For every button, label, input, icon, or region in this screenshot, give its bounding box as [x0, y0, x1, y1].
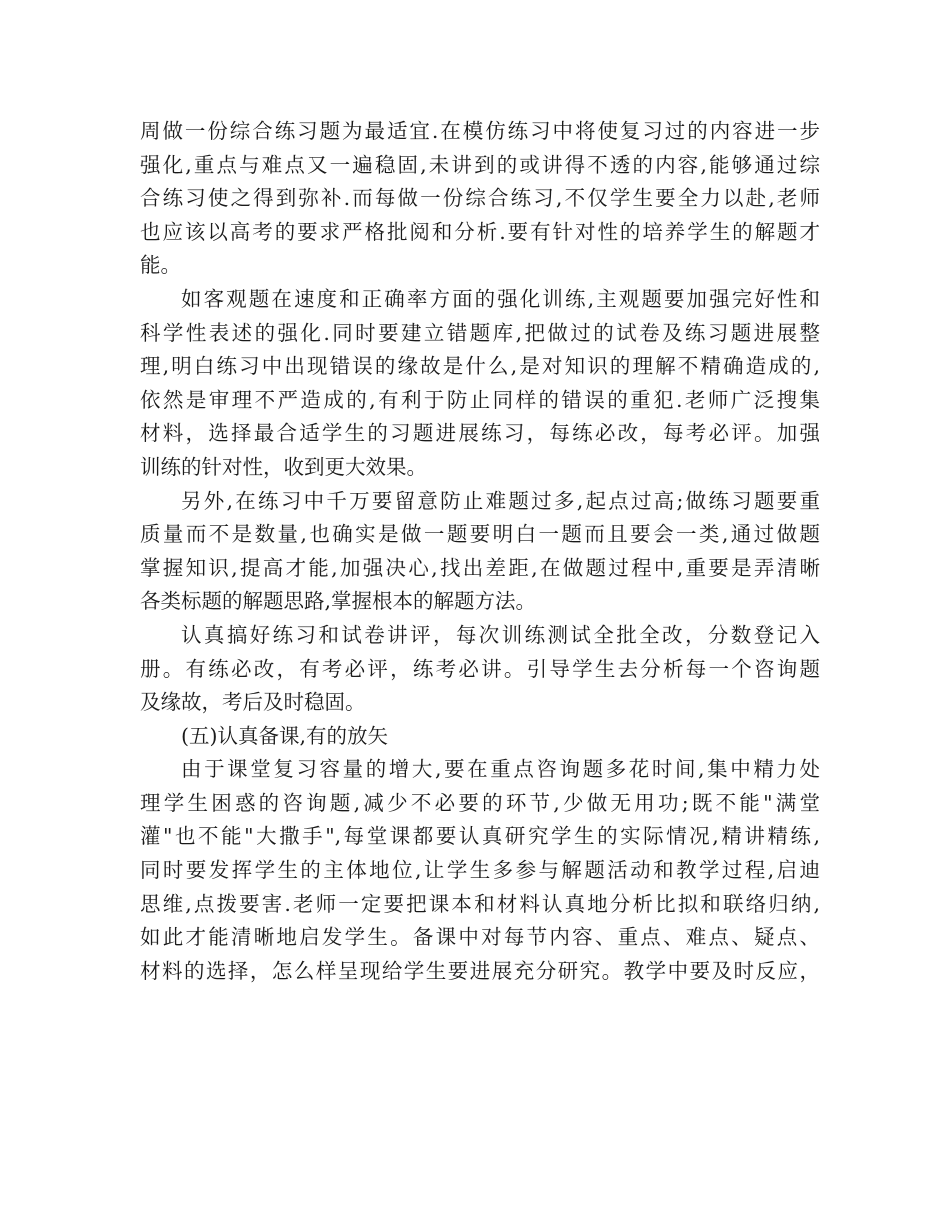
text-line: 能。 — [140, 253, 181, 278]
text-line: 及缘故，考后及时稳固。 — [140, 690, 366, 715]
text-line: 强化,重点与难点又一遍稳固,未讲到的或讲得不透的内容,能够通过综 — [140, 152, 820, 177]
paragraph-start-line: 另外,在练习中千万要留意防止难题过多,起点过高;做练习题要重 — [181, 488, 820, 513]
paragraph-start-line: 如客观题在速度和正确率方面的强化训练,主观题要加强完好性和 — [181, 286, 820, 311]
text-line: 同时要发挥学生的主体地位,让学生多参与解题活动和教学过程,启迪 — [140, 858, 820, 883]
text-line: 各类标题的解题思路,掌握根本的解题方法。 — [140, 589, 537, 614]
text-line: 材料的选择，怎么样呈现给学生要进展充分研究。教学中要及时反应， — [140, 958, 820, 983]
text-line: 理学生困惑的咨询题,减少不必要的环节,少做无用功;既不能"满堂 — [140, 790, 820, 815]
text-line: 依然是审理不严造成的,有利于防止同样的错误的重犯.老师广泛搜集 — [140, 387, 820, 412]
text-line: 灌"也不能"大撒手",每堂课都要认真研究学生的实际情况,精讲精练, — [140, 824, 820, 849]
text-line: 思维,点拨要害.老师一定要把课本和材料认真地分析比拟和联络归纳, — [140, 891, 820, 916]
section-heading: (五)认真备课,有的放矢 — [181, 723, 389, 748]
text-line: 周做一份综合练习题为最适宜.在模仿练习中将使复习过的内容进一步 — [140, 119, 820, 143]
text-line: 理,明白练习中出现错误的缘故是什么,是对知识的理解不精确造成的, — [140, 354, 820, 379]
paragraph-start-line: 认真搞好练习和试卷讲评，每次训练测试全批全改，分数登记入 — [181, 622, 820, 647]
text-line: 册。有练必改，有考必评，练考必讲。引导学生去分析每一个咨询题 — [140, 656, 820, 681]
text-line: 掌握知识,提高才能,加强决心,找出差距,在做题过程中,重要是弄清晰 — [140, 555, 820, 580]
text-line: 材料，选择最合适学生的习题进展练习，每练必改，每考必评。加强 — [140, 421, 820, 446]
text-line: 合练习使之得到弥补.而每做一份综合练习,不仅学生要全力以赴,老师 — [140, 186, 820, 211]
text-line: 科学性表述的强化.同时要建立错题库,把做过的试卷及练习题进展整 — [140, 320, 820, 345]
text-line: 如此才能清晰地启发学生。备课中对每节内容、重点、难点、疑点、 — [140, 925, 820, 950]
text-line: 质量而不是数量,也确实是做一题要明白一题而且要会一类,通过做题 — [140, 522, 820, 547]
text-line: 训练的针对性，收到更大效果。 — [140, 454, 427, 479]
paragraph-start-line: 由于课堂复习容量的增大,要在重点咨询题多花时间,集中精力处 — [181, 757, 820, 782]
text-line: 也应该以高考的要求严格批阅和分析.要有针对性的培养学生的解题才 — [140, 219, 820, 244]
body-text — [140, 115, 820, 988]
